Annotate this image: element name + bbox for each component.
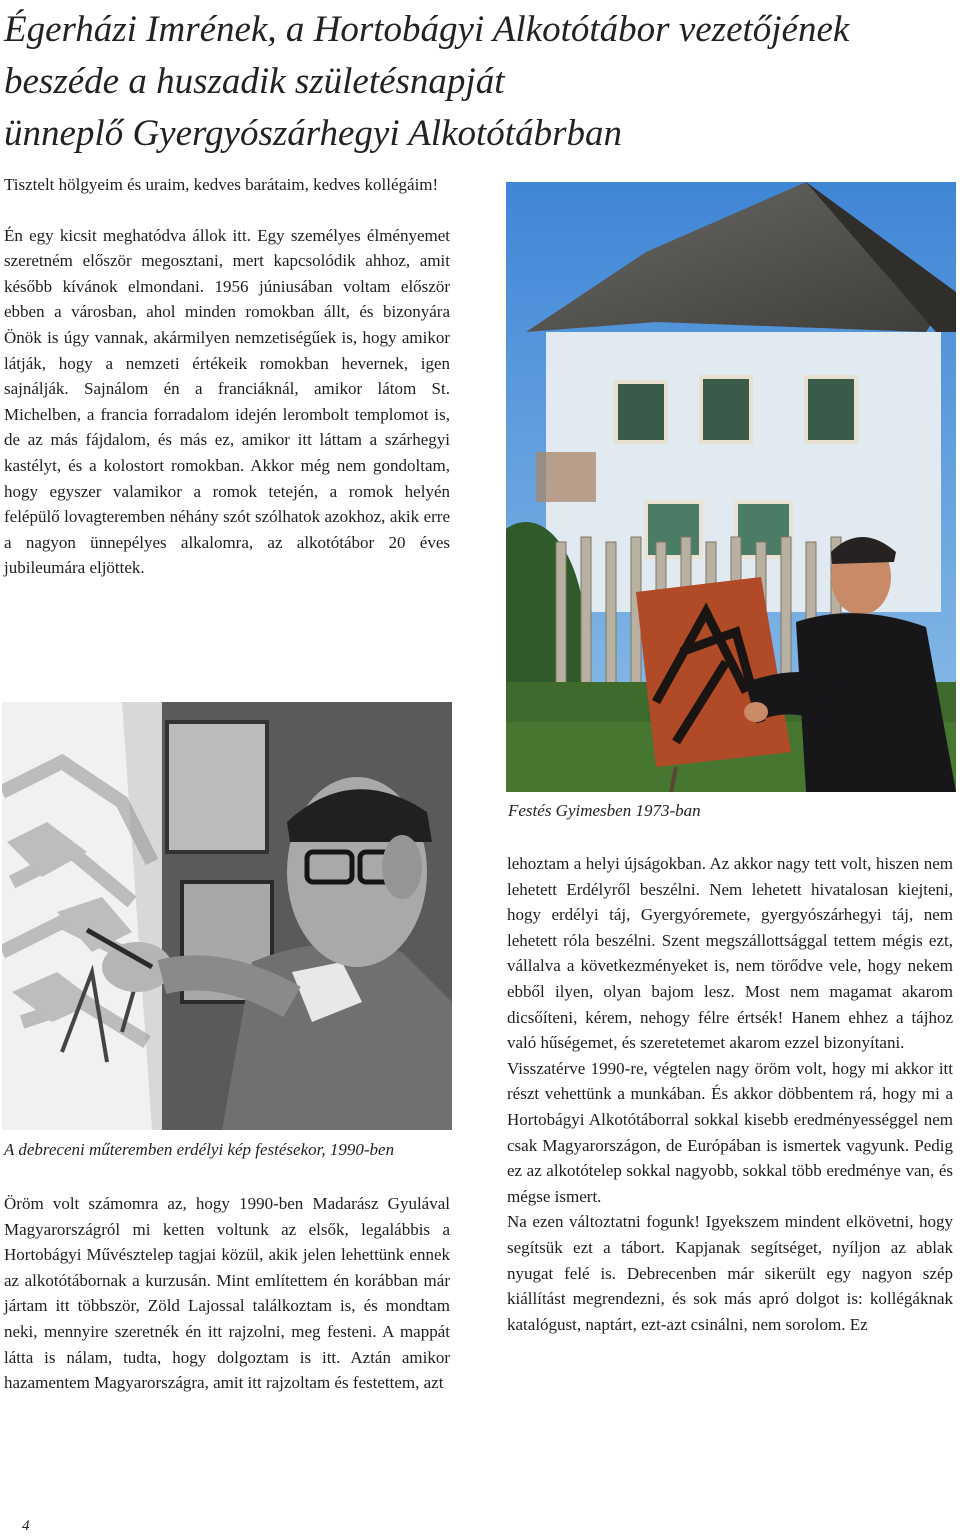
title-line-3: ünneplő Gyergyószárhegyi Alkotótábrban [4,113,622,154]
left-column-top [4,172,450,581]
intro-paragraph: Én egy kicsit meghatódva állok itt. Egy személyes élményemet szeretném először megosztani, mert kapcsolódik ahhoz, amit később kívánok elmondani. 1956 júniusában voltam először ebben a városban, ahol minden romokban állt, és bizonyára Önök is úgy vannak, akármilyen nemzetiségűek is, hogy amikor látják, hogy a nemzeti értékeik romokban hevernek, igen sajnálják. Sajnálom én a franciáknál, amikor látom St. Michelben, a francia forradalom idején lerombolt templomot is, de az más fájdalom, és más ez, amikor itt láttam a szárhegyi kastélyt, és a kolostort romokban. Akkor még nem gondoltam, hogy egyszer valamikor a romok tetején, a romok helyén felépülő lovagteremben néhány szót szólhatok azokhoz, akik erre a nagyon ünnepélyes alkalomra, az alkotótábor 20 éves jubileumára eljöttek. [4,225,450,578]
bw-photo-illustration [2,702,452,1130]
right-column-bottom [507,851,953,1337]
title-line-2: beszéde a huszadik születésnapját [4,61,505,102]
photo-painting-in-gyimes [506,182,956,792]
right-paragraph-1: lehoztam a helyi újságokban. Az akkor nagy tett volt, hiszen nem lehetett Erdélyről beszélni. Nem lehetett hivatalosan kiejteni, hogy erdélyi táj, Gyergyóremete, gyergyószárhegyi táj, nem lehetett róla beszélni. Szent megszállottsággal tettem mégis ezt, vállalva a következményeket is, nem törődve vele, hogy nekem ebből ilyen, olyan bajom lesz. Most nem magamat akarom dicsőíteni, kérem, nehogy félre értsék! Hanem ehhez a tájhoz való hűségemet, és szeretetemet akarom ezzel bizonyítani. [507,854,953,1053]
title-line-1: Égerházi Imrének, a Hortobágyi Alkotótábor vezetőjének [4,9,850,50]
right-paragraph-2: Visszatérve 1990-re, végtelen nagy öröm volt, hogy mi akkor itt részt vehettünk a munkában. És akkor döbbentem rá, hogy mi a Hortobágyi Alkotótáborral sokkal kisebb eredményességgel nem csak Magyarországon, de Európában is ismertek vagyunk. Pedig ez az alkotótelep sokkal nagyobb, sokkal több eredménye van, és mégse ismert. [507,1058,953,1206]
color-photo-illustration [506,182,956,792]
photo-debrecen-studio [2,702,452,1130]
left-bottom-paragraph: Öröm volt számomra az, hogy 1990-ben Madarász Gyulával Magyarországról mi ketten voltunk az elsők, legalábbis a Hortobágyi Művésztelep tagjai közül, akik jelen lehettünk ennek az alkotótábornak a kurzusán. Mint említettem én korábban már jártam itt többször, Zöld Lajossal találkoztam is, és mondtam neki, mennyire szeretnék én itt rajzolni, meg festeni. A mappát látta is nálam, tudta, hogy dolgoztam is itt. Aztán amikor hazamentem Magyarországra, amit itt rajzoltam és festettem, azt [4,1194,450,1393]
right-paragraph-3: Na ezen változtatni fogunk! Igyekszem mindent elkövetni, hogy segítsük ezt a tábort. Kapjanak segítséget, nyíljon az ablak nyugat felé is. Debrecenben már sikerült egy nagyon szép kiállítást megrendezni, és sok más apró dolgot is: kollégáknak katalógust, naptárt, ezt-azt csinálni, nem sorolom. Ez [507,1212,953,1334]
page-number: 4 [22,1518,30,1534]
greeting-paragraph: Tisztelt hölgyeim és uraim, kedves barátaim, kedves kollégáim! [4,175,439,194]
photo-caption-gyimes: Festés Gyimesben 1973-ban [508,801,701,820]
photo-caption-debrecen: A debreceni műteremben erdélyi kép festésekor, 1990-ben [4,1140,395,1159]
article-title [4,4,944,160]
left-column-bottom [4,1191,450,1396]
